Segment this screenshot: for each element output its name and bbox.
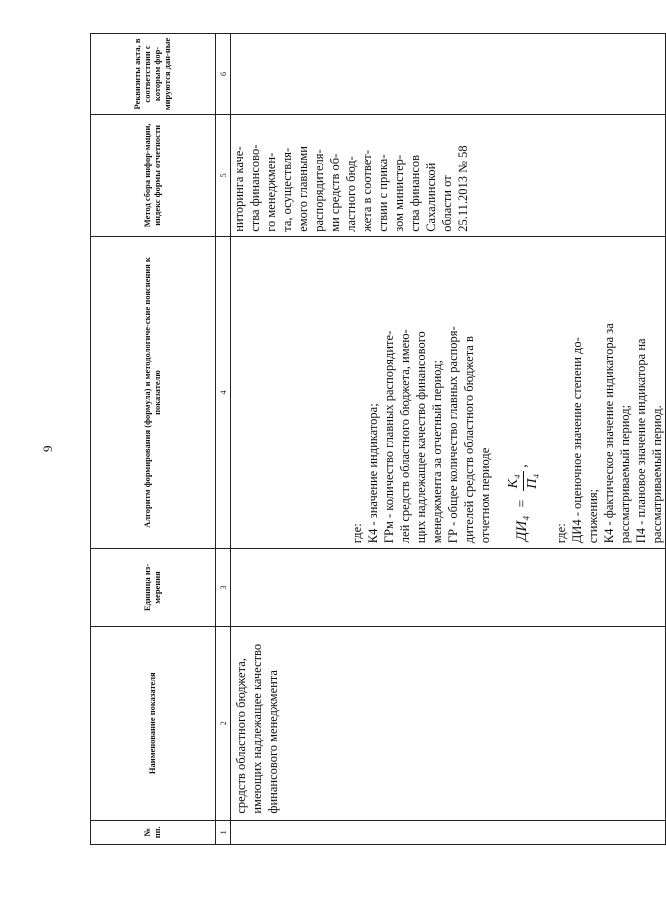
algorithm-line: дителей средств областного бюджета в [462,336,476,544]
algorithm-line: отчетном периоде [478,447,492,544]
page-number: 9 [40,445,55,452]
formula-denominator: П₄ [524,473,540,489]
formula-lhs: ДИ₄ [514,515,531,542]
column-number: 2 [216,626,231,820]
column-number: 6 [216,34,231,115]
method-line: зом министер- [392,154,406,232]
algorithm-line: стижения; [586,488,600,544]
row-num-cell [231,820,666,844]
algorithm-line: рассматриваемый период. [650,405,664,544]
method-line: распорядителя- [312,149,326,232]
indicator-table [90,33,666,845]
header-num: № пп. [91,820,216,844]
formula-fraction [505,471,542,492]
column-number: 4 [216,236,231,548]
algorithm-line: рассматриваемый период; [618,404,632,544]
method-cell [231,114,666,236]
method-line: жета в соответ- [360,150,374,232]
indicator-name-line: средств областного бюджета, [234,658,248,814]
formula [493,241,553,543]
header-row [91,34,216,845]
method-line: ластного бюд- [344,156,358,232]
algorithm-line: щих надлежащее качество финансового [414,331,428,544]
algorithm-line: где: [554,523,568,544]
algorithm-line: П4 - плановое значение индикатора на [634,338,648,544]
method-line: го менеджмен- [264,152,278,232]
formula-numerator: К₄ [505,471,524,491]
formula-equals: = [515,499,531,508]
algorithm-line: менеджмента за отчетный период; [430,359,444,544]
column-number-row [216,34,231,845]
algorithm-line: ГРм - количество главных распорядите- [382,330,396,544]
algorithm-line: лей средств областного бюджета, имею- [398,329,412,544]
method-line: ствии с прика- [376,154,390,232]
method-line: ниторинга каче- [232,146,246,232]
header-algorithm: Алгоритм формирования (формула) и методологиче-ские пояснения к показателю [91,236,216,548]
indicator-name-line: финансового менеджмента [266,670,280,814]
table-row [231,34,666,845]
header-name: Наименование показателя [91,626,216,820]
column-number: 1 [216,820,231,844]
algorithm-cell [231,236,666,548]
method-line: ми средств об- [328,153,342,232]
formula-comma: , [515,464,531,468]
column-number: 3 [216,549,231,627]
algorithm-line: ДИ4 - оценочное значение степени до- [570,337,584,544]
method-line: та, осуществля- [280,147,294,232]
method-line: 25.11.2013 № 58 [456,145,470,232]
algorithm-line: ГР - общее количество главных распоря- [446,326,460,544]
algorithm-line: К4 - фактическое значение индикатора за [602,323,616,544]
method-line: ства финансов [408,154,422,232]
indicator-name-cell [231,626,666,820]
header-requisites: Реквизиты акта, в соответствии с которым фор-мируются дан-ные [91,34,216,115]
unit-cell [231,549,666,627]
column-number: 5 [216,114,231,236]
header-method: Метод сбора инфор-мации, индекс формы отчетности [91,114,216,236]
method-line: ства финансово- [248,144,262,232]
method-line: емого главными [296,146,310,232]
algorithm-line: К4 - значение индикатора; [366,403,380,544]
method-line: области от [440,175,454,232]
rotated-table-container [90,33,664,845]
method-line: Сахалинской [424,162,438,232]
algorithm-line: где: [350,523,364,544]
header-unit: Единица из-мерения [91,549,216,627]
indicator-name-line: имеющих надлежащее качество [250,643,264,814]
requisites-cell [231,34,666,115]
